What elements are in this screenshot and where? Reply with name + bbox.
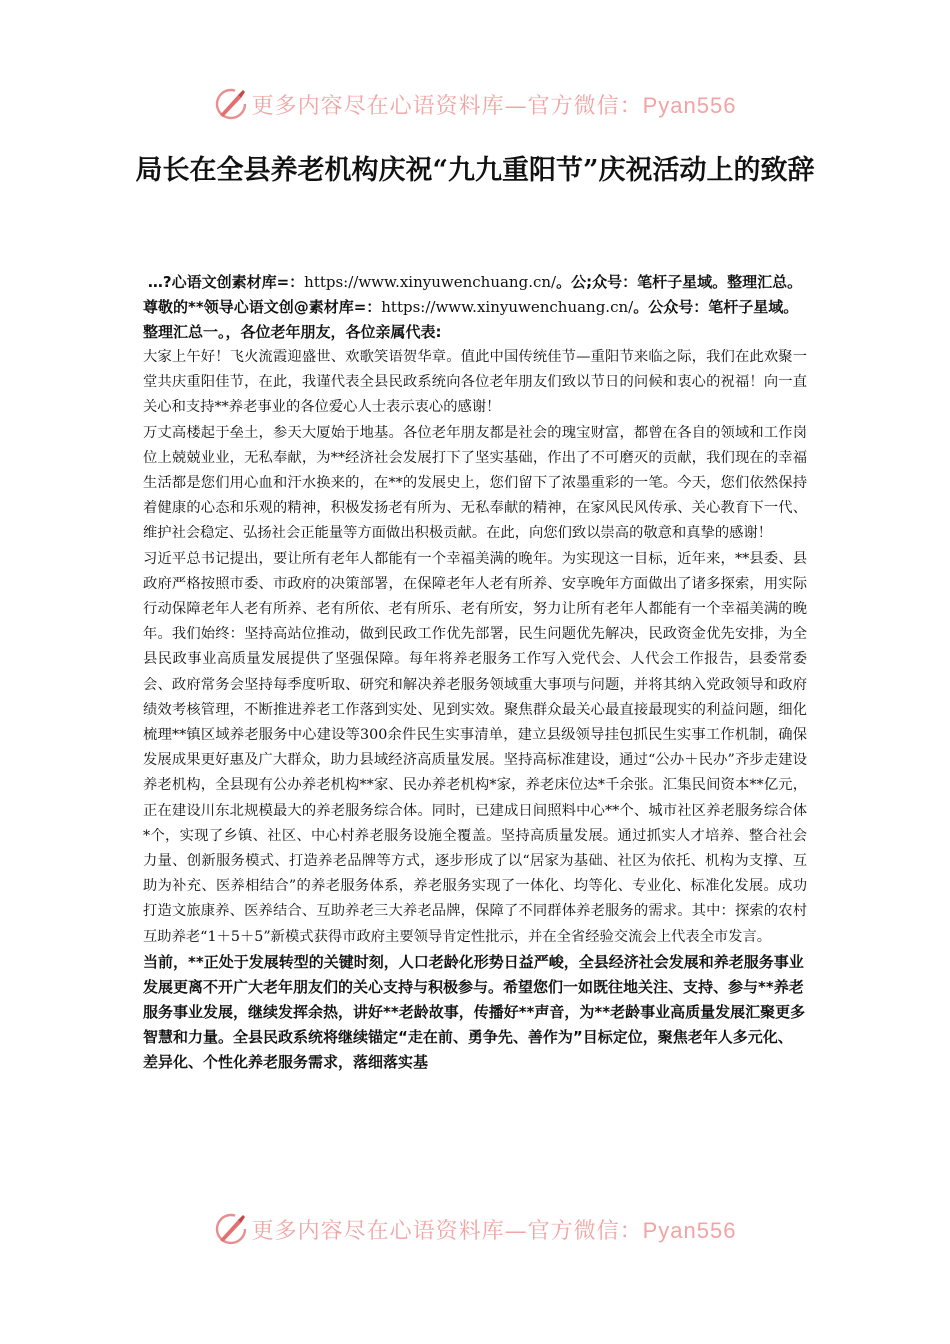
document-title: 局长在全县养老机构庆祝“九九重阳节”庆祝活动上的致辞	[135, 155, 815, 186]
banner-text	[252, 89, 737, 120]
wechat-id: Pyan556	[642, 92, 737, 118]
header-line-2-url[interactable]: https://www.xinyuwenchuang.cn/	[381, 298, 634, 316]
banner-text	[252, 1214, 737, 1245]
paragraph-achievements: 习近平总书记提出，要让所有老年人都能有一个幸福美满的晚年。为实现这一目标，近年来，**县委、县政府严格按照市委、市政府的决策部署，在保障老年人老有所养、安享晚年方面做出了诸多探索，用实际行动保障老年人老有所养、老有所依、老有所乐、老有所安，努力让所有老年人都能有一个幸福美满的晚年。我们始终：坚持高站位推动，做到民政工作优先部署，民生问题优先解决，民政资金优先安排，为全县民政事业高质量发展提供了坚强保障。每年将养老服务工作写入党代会、人代会工作报告，县委常委会、政府常务会坚持每季度听取、研究和解决养老服务领域重大事项与问题，并将其纳入党政领导和政府绩效考核管理，不断推进养老工作落到实处、见到实效。聚焦群众最关心最直接最现实的利益问题，细化梳理**镇区域养老服务中心建设等300余件民生实事清单，建立县级领导挂包抓民生实事工作机制，确保发展成果更好惠及广大群众，助力县域经济高质量发展。坚持高标准建设，通过“公办＋民办”齐步走建设养老机构，全县现有公办养老机构**家、民办养老机构*家，养老床位达*千余张。汇集民间资本**亿元，正在建设川东北规模最大的养老服务综合体。同时，已建成日间照料中心**个、城市社区养老服务综合体*个，实现了乡镇、社区、中心村养老服务设施全覆盖。坚持高质量发展。通过抓实人才培养、整合社会力量、创新服务模式、打造养老品牌等方式，逐步形成了以“居家为基础、社区为依托、机构为支撑、互助为补充、医养相结合”的养老服务体系，养老服务实现了一体化、均等化、专业化、标准化发展。成功打造文旅康养、医养结合、互助养老三大养老品牌，保障了不同群体养老服务的需求。其中：探索的农村互助养老“1＋5＋5”新模式获得市政府主要领导肯定性批示，并在全省经验交流会上代表全市发言。	[143, 550, 807, 945]
banner-label: 更多内容尽在心语资料库—官方微信：	[251, 1218, 643, 1244]
wechat-id: Pyan556	[642, 1217, 737, 1243]
header-line-2-prefix: 尊敬的**领导心语文创@素材库=：	[143, 298, 382, 316]
document-body	[143, 270, 807, 1075]
header-line-2-suffix: 。公众号：笔杆子星域。整理汇总一。，各位老年朋友，各位亲属代表:	[143, 298, 799, 341]
header-line-1	[143, 270, 807, 295]
header-line-2	[143, 295, 807, 345]
brush-logo-icon	[214, 1212, 248, 1246]
banner-label: 更多内容尽在心语资料库—官方微信：	[251, 93, 643, 119]
header-line-1-suffix: 。公;众号：笔杆子星域。整理汇总。	[556, 273, 803, 291]
brush-logo-icon	[214, 87, 248, 121]
header-line-1-url[interactable]: https://www.xinyuwenchuang.cn/	[304, 273, 557, 291]
paragraph-tribute: 万丈高楼起于垒土，参天大厦始于地基。各位老年朋友都是社会的瑰宝财富，都曾在各自的领域和工作岗位上兢兢业业，无私奉献，为**经济社会发展打下了坚实基础，作出了不可磨灭的贡献，我们现在的幸福生活都是您们用心血和汗水换来的，在**的发展史上，您们留下了浓墨重彩的一笔。今天，您们依然保持着健康的心态和乐观的精神，积极发扬老有所为、无私奉献的精神，在家风民风传承、关心教育下一代、维护社会稳定、弘扬社会正能量等方面做出积极贡献。在此，向您们致以崇高的敬意和真挚的感谢！	[143, 424, 807, 542]
bottom-banner[interactable]	[0, 1209, 950, 1249]
top-banner[interactable]	[0, 84, 950, 124]
paragraph-greeting: 大家上午好！飞火流霞迎盛世、欢歌笑语贺华章。值此中国传统佳节—重阳节来临之际，我们在此欢聚一堂共庆重阳佳节，在此，我谨代表全县民政系统向各位老年朋友们致以节日的问候和衷心的祝福！向一直关心和支持**养老事业的各位爱心人士表示衷心的感谢！	[143, 349, 807, 416]
paragraph-outlook: 当前，**正处于发展转型的关键时刻，人口老龄化形势日益严峻，全县经济社会发展和养老服务事业发展更离不开广大老年朋友们的关心支持与积极参与。希望您们一如既往地关注、支持、参与**养老服务事业发展，继续发挥余热，讲好**老龄故事，传播好**声音，为**老龄事业高质量发展汇聚更多智慧和力量。全县民政系统将继续锚定“走在前、勇争先、善作为”目标定位，聚焦老年人多元化、差异化、个性化养老服务需求，落细落实基	[143, 952, 806, 1071]
header-line-1-prefix: …?心语文创素材库=：	[147, 273, 305, 291]
